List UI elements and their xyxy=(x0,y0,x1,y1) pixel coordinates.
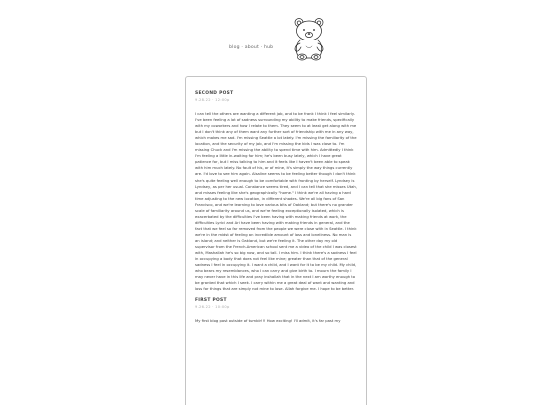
blog-posts-card xyxy=(185,76,367,405)
post-title[interactable]: SECOND POST xyxy=(195,91,234,96)
nav-separator: · xyxy=(239,45,245,50)
blog-post xyxy=(186,77,366,292)
post-body: My first blog post outside of tumblr!!! How exciting! I'll admit, it's far past my xyxy=(195,319,341,324)
nav-separator: · xyxy=(258,45,264,50)
nav-link-hub[interactable]: hub xyxy=(263,45,274,50)
post-title[interactable]: FIRST POST xyxy=(195,298,227,304)
blog-post xyxy=(186,292,366,324)
post-body: I can tell the others are wanting a different job, and to be frank I think I feel similarly. I've been feeling a lot of sadness surrounding my ability to make friends, specifically with my coworkers and how I relate to them. They seem to at least get along with me but I don't think any of them want any further sort of friendship with me in any way, which makes me sad. I'm missing Seattle a lot lately. I'm missing the familiarity of the location, and the security of my job, and I'm missing the kids I was close to. I'm missing Chuck and I'm missing the ability to spend time with him. Admittedly I think I'm feeling a little in-waiting for him; he's been busy lately, which I have great patience for, but I miss talking to him and it feels like I haven't been able to speak with him much lately. No fault of his, or of mine, it's simply the way things currently are. I'd love to see him again. Alsaline seems to be feeling better though I don't think she's quite feeling well enough to be comfortable with fronting by herself. Lyndsey is Lyndsey, as per her usual. Constance seems tired, and I can tell that she misses Utah, and misses feeling like she's geographically "home." I think we're all having a hard time adjusting to the new location, in different shades. We're all big fans of San Francisco, and we're learning to love various bits of Oakland; but there's no grander scale of familiarity around us, and we're feeling exceptionally isolated, which is exacerbated by the difficulties I've been having with making friends at work, the difficulties Lyrici and Ari have been having with making friends in general, and the fact that we feel so far removed from the people we were close with in Seattle. I think we're in the midst of feeling an incredible amount of loss and loneliness. No man is an island; and neither is Oakland, but we're feeling it. The other day my old supervisor from the French-American school sent me a video of the child I was closest with, Mashallah he's so big now, and so tall. I miss him. I think there's a sadness I feel in occupying a body that does not feel like mine; greater than that of the general sadness I feel in occupying it. I want a child, and I want for it to be my child. My child, who bears my resemblances, who I can carry and give birth to. I mourn the family I may never have in this life and pray inshallah that in the next I am worthy enough to be granted that which I seek. I carry within me a great deal of want and wanting and loss for things that are simply not mine to lose. Allah forgive me. I hope to be better. xyxy=(195,112,357,292)
nav-link-blog[interactable]: blog xyxy=(229,45,240,50)
post-date: 9.28.22 · 12:00p xyxy=(195,98,230,102)
nav-link-about[interactable]: about xyxy=(244,45,259,50)
post-date: 9.26.22 · 10:00p xyxy=(195,305,230,310)
top-nav xyxy=(229,45,273,50)
teddy-bear-logo-icon[interactable] xyxy=(288,16,334,62)
